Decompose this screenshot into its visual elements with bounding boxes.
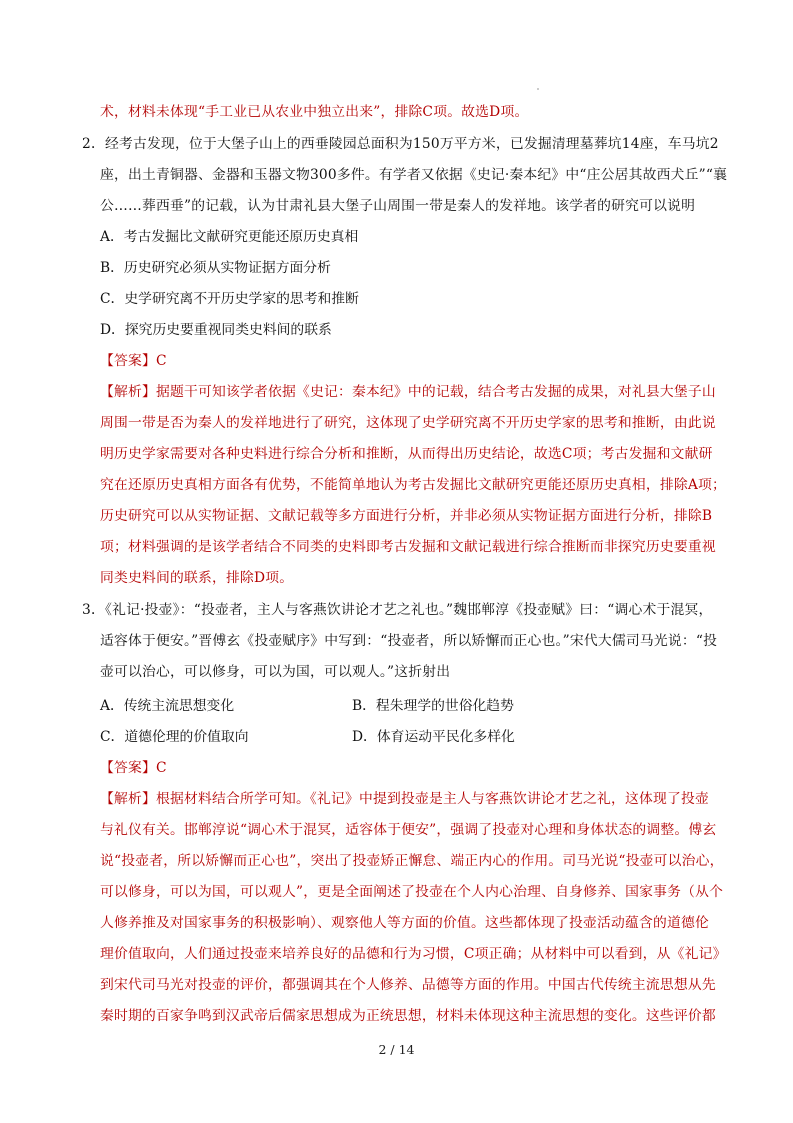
q3-stem-line: 壶可以治心，可以修身，可以为国，可以观人。”这折射出 (100, 664, 451, 680)
q2-analysis-line: 明历史学家需要对各种史料进行综合分析和推断，从而得出历史结论，故选C项；考古发掘和文献研 (100, 446, 713, 462)
q3-option-a: A．传统主流思想变化 (100, 698, 235, 714)
q2-stem-line: 座，出土青铜器、金器和玉器文物300多件。有学者又依据《史记·秦本纪》中“庄公居其故西犬丘”“襄 (100, 167, 728, 183)
q3-analysis-line: 人修养推及对国家事务的积极影响）、观察他人等方面的价值。这些都体现了投壶活动蕴含的道德伦 (100, 915, 709, 931)
q2-analysis-line: 【解析】据题干可知该学者依据《史记：秦本纪》中的记载，结合考古发掘的成果，对礼县大堡子山 (100, 384, 716, 400)
q2-analysis-line: 究在还原历史真相方面各有优势，不能简单地认为考古发掘比文献研究更能还原历史真相，排除A项； (100, 477, 727, 493)
q2-analysis-line: 周围一带是否为秦人的发祥地进行了研究，这体现了史学研究离不开历史学家的思考和推断，由此说 (100, 415, 716, 431)
q2-answer: 【答案】C (100, 353, 167, 369)
q3-stem-line: 3．《礼记·投壶》：“投壶者，主人与客燕饮讲论才艺之礼也。”魏邯郸淳《投壶赋》曰：“调心术于混冥， (82, 602, 713, 618)
q3-option-c: C．道德伦理的价值取向 (100, 729, 249, 745)
q2-analysis-line: 同类史料间的联系，排除D项。 (100, 570, 294, 586)
q2-analysis-line: 项；材料强调的是该学者结合不同类的史料即考古发掘和文献记载进行综合推断而非探究历史要重视 (100, 539, 716, 555)
q2-option-c: C．史学研究离不开历史学家的思考和推断 (100, 291, 359, 307)
q3-option-d: D．体育运动平民化多样化 (352, 729, 515, 745)
q3-analysis-line: 与礼仪有关。邯郸淳说“调心术于混冥，适容体于便安”，强调了投壶对心理和身体状态的调整。傅玄 (100, 822, 717, 838)
q2-option-a: A．考古发掘比文献研究更能还原历史真相 (100, 229, 359, 245)
q3-stem-line: 适容体于便安。”晋傅玄《投壶赋序》中写到：“投壶者，所以矫懈而正心也。”宋代大儒司马光说：“投 (100, 633, 718, 649)
q3-analysis-line: 【解析】根据材料结合所学可知。《礼记》中提到投壶是主人与客燕饮讲论才艺之礼，这体现了投壶 (100, 791, 709, 807)
q3-analysis-line: 秦时期的百家争鸣到汉武帝后儒家思想成为正统思想，材料未体现这种主流思想的变化。这些评价都 (100, 1008, 716, 1024)
q2-option-b: B．历史研究必须从实物证据方面分析 (100, 260, 331, 276)
q3-answer: 【答案】C (100, 760, 167, 776)
q3-analysis-line: 到宋代司马光对投壶的评价，都强调其在个人修养、品德等方面的作用。中国古代传统主流思想从先 (100, 977, 716, 993)
scan-speck (537, 88, 539, 90)
q2-analysis-line: 历史研究可以从实物证据、文献记载等多方面进行分析，并非必须从实物证据方面进行分析，排除B (100, 508, 713, 524)
q2-option-d: D．探究历史要重视同类史料间的联系 (100, 322, 332, 338)
page-number: 2 / 14 (378, 1042, 415, 1057)
q3-analysis-line: 说“投壶者，所以矫懈而正心也”，突出了投壶矫正懈怠、端正内心的作用。司马光说“投壶可以治心， (100, 853, 724, 869)
q2-stem-line: 公……葬西垂”的记载，认为甘肃礼县大堡子山周围一带是秦人的发祥地。该学者的研究可以说明 (100, 198, 696, 214)
q3-option-b: B．程朱理学的世俗化趋势 (352, 698, 514, 714)
q2-stem-line: 2．经考古发现，位于大堡子山上的西垂陵园总面积为150万平方米，已发掘清理墓葬坑14座，车马坑2 (82, 136, 719, 152)
q3-analysis-line: 可以修身，可以为国，可以观人”，更是全面阐述了投壶在个人内心治理、自身修养、国家事务（从个 (100, 884, 724, 900)
q3-analysis-line: 理价值取向，人们通过投壶来培养良好的品德和行为习惯，C项正确；从材料中可以看到，从《礼记》 (100, 946, 727, 962)
carryover-line: 术，材料未体现“手工业已从农业中独立出来”，排除C项。故选D项。 (100, 104, 529, 120)
